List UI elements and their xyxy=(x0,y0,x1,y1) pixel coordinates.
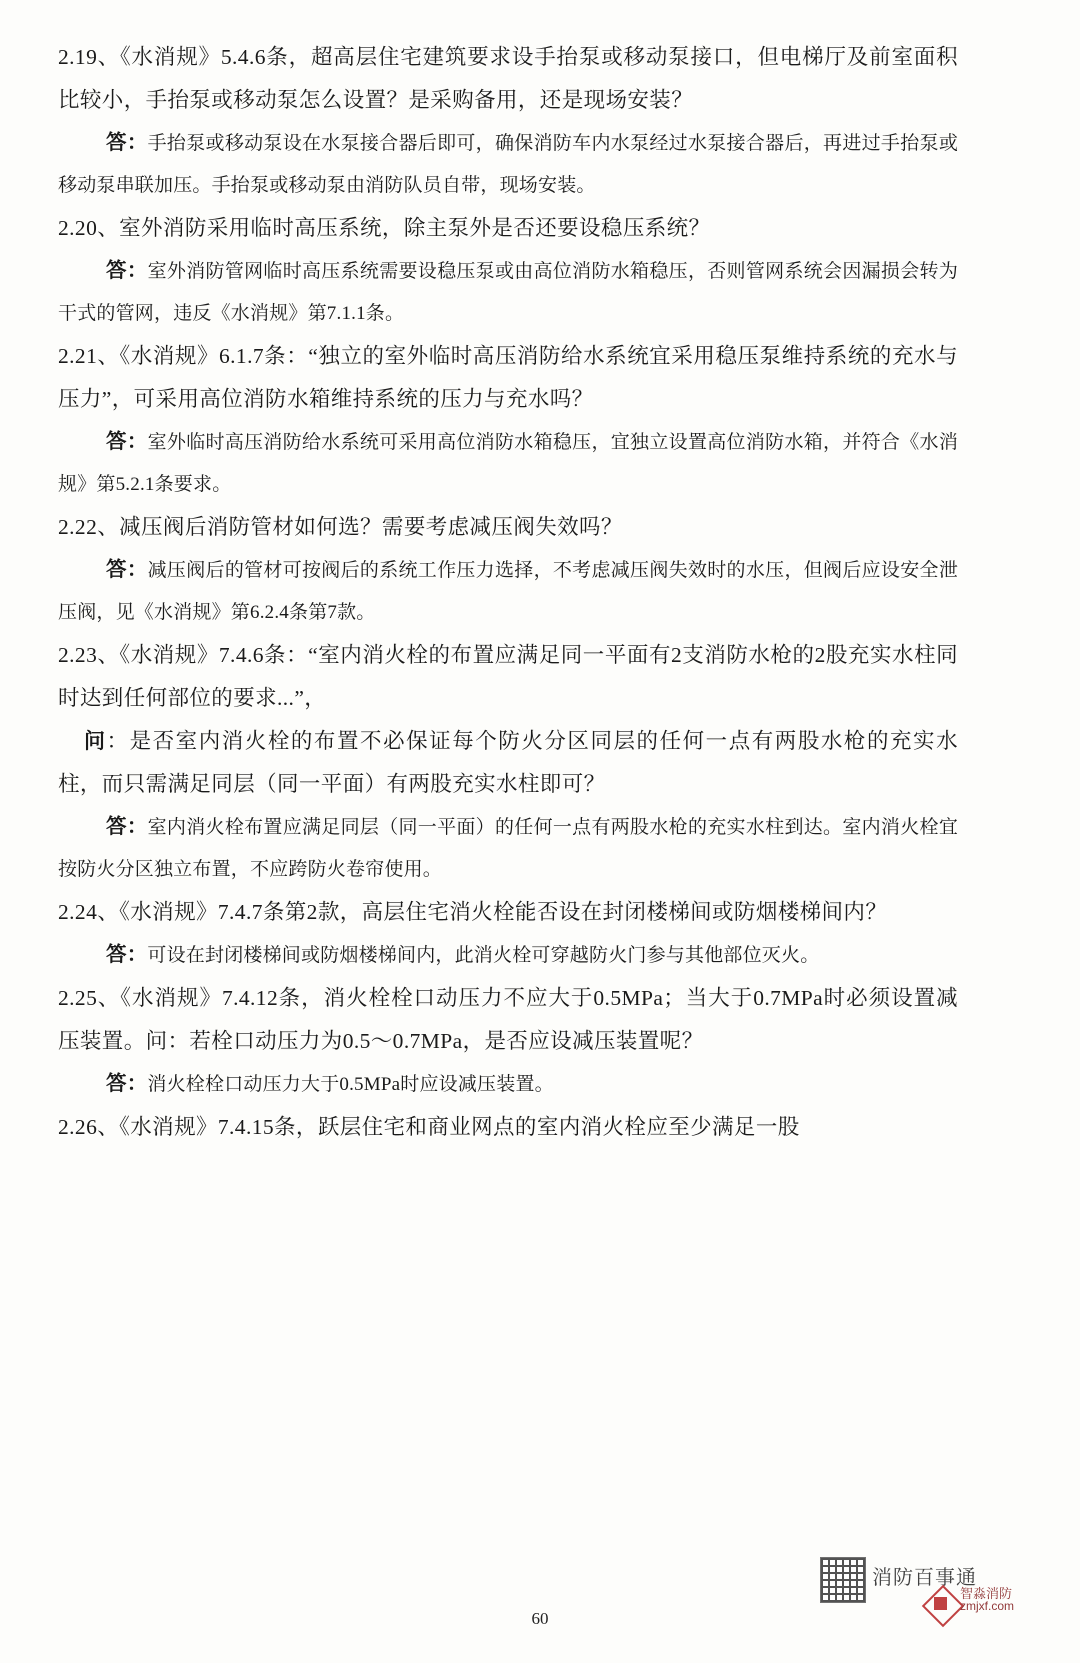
answer-colon: ： xyxy=(126,132,148,154)
document-body xyxy=(58,36,958,1149)
answer-text: 室内消火栓布置应满足同层（同一平面）的任何一点有两股水枪的充实水柱到达。室内消火栓宜按防火分区独立布置，不应跨防火卷帘使用。 xyxy=(58,817,959,880)
paragraph-answer xyxy=(58,934,958,977)
paragraph-answer xyxy=(58,250,958,335)
watermark-brand: 消防百事通 xyxy=(872,1567,977,1589)
diamond-logo-inner-icon xyxy=(934,1597,947,1610)
answer-colon: ： xyxy=(126,559,148,581)
paragraph-question: 2.19、《水消规》5.4.6条，超高层住宅建筑要求设手抬泵或移动泵接口，但电梯厅及前室面积比较小，手抬泵或移动泵怎么设置？是采购备用，还是现场安装？ xyxy=(58,45,958,112)
answer-colon: ： xyxy=(126,431,148,453)
paragraph-question: 2.23、《水消规》7.4.6条：“室内消火栓的布置应满足同一平面有2支消防水枪的2股充实水柱同时达到任何部位的要求...”， xyxy=(58,643,958,710)
page-number: 60 xyxy=(531,1609,549,1628)
watermark xyxy=(820,1555,1060,1633)
watermark-site-name: 智淼消防 xyxy=(960,1586,1013,1601)
paragraph-answer xyxy=(58,806,958,891)
paragraph-question: 2.26、《水消规》7.4.15条，跃层住宅和商业网点的室内消火栓应至少满足一股 xyxy=(58,1115,800,1139)
paragraph-answer xyxy=(58,421,958,506)
answer-text: 可设在封闭楼梯间或防烟楼梯间内，此消火栓可穿越防火门参与其他部位灭火。 xyxy=(147,945,820,966)
paragraph-answer xyxy=(58,1063,958,1106)
answer-text: 室外消防管网临时高压系统需要设稳压泵或由高位消防水箱稳压，否则管网系统会因漏损会转为干式的管网，违反《水消规》第7.1.1条。 xyxy=(58,261,959,324)
watermark-site-url: zmjxf.com xyxy=(960,1599,1014,1613)
answer-colon: ： xyxy=(126,944,148,966)
answer-label: 答 xyxy=(106,431,127,453)
paragraph-question: 2.22、减压阀后消防管材如何选？需要考虑减压阀失效吗？ xyxy=(58,515,623,539)
qr-code-icon xyxy=(820,1557,866,1603)
answer-text: 消火栓栓口动压力大于0.5MPa时应设减压装置。 xyxy=(147,1074,554,1095)
ask-label: 问 xyxy=(84,729,107,753)
paragraph-question: 2.21、《水消规》6.1.7条：“独立的室外临时高压消防给水系统宜采用稳压泵维持系统的充水与压力”，可采用高位消防水箱维持系统的压力与充水吗？ xyxy=(58,344,958,411)
answer-colon: ： xyxy=(126,1073,148,1095)
paragraph-question: 2.20、室外消防采用临时高压系统，除主泵外是否还要设稳压系统？ xyxy=(58,216,711,240)
answer-text: 减压阀后的管材可按阀后的系统工作压力选择，不考虑减压阀失效时的水压，但阀后应设安全泄压阀，见《水消规》第6.2.4条第7款。 xyxy=(58,560,959,623)
answer-label: 答 xyxy=(106,1073,127,1095)
answer-text: 手抬泵或移动泵设在水泵接合器后即可，确保消防车内水泵经过水泵接合器后，再进过手抬泵或移动泵串联加压。手抬泵或移动泵由消防队员自带，现场安装。 xyxy=(58,133,959,196)
paragraph-answer xyxy=(58,122,958,207)
ask-text: 是否室内消火栓的布置不必保证每个防火分区同层的任何一点有两股水枪的充实水柱，而只需满足同层（同一平面）有两股充实水柱即可？ xyxy=(58,729,958,796)
ask-colon: ： xyxy=(106,729,130,753)
paragraph-question: 2.25、《水消规》7.4.12条，消火栓栓口动压力不应大于0.5MPa；当大于0.7MPa时必须设置减压装置。问：若栓口动压力为0.5～0.7MPa，是否应设减压装置呢？ xyxy=(58,986,958,1053)
answer-colon: ： xyxy=(126,816,148,838)
answer-text: 室外临时高压消防给水系统可采用高位消防水箱稳压，宜独立设置高位消防水箱，并符合《水消规》第5.2.1条要求。 xyxy=(58,432,959,495)
answer-label: 答 xyxy=(106,944,127,966)
answer-label: 答 xyxy=(106,559,127,581)
paragraph-answer xyxy=(58,549,958,634)
answer-colon: ： xyxy=(126,260,148,282)
answer-label: 答 xyxy=(106,132,127,154)
answer-label: 答 xyxy=(106,260,127,282)
paragraph-ask xyxy=(58,720,958,806)
paragraph-question: 2.24、《水消规》7.4.7条第2款，高层住宅消火栓能否设在封闭楼梯间或防烟楼梯间内？ xyxy=(58,900,888,924)
answer-label: 答 xyxy=(106,816,127,838)
